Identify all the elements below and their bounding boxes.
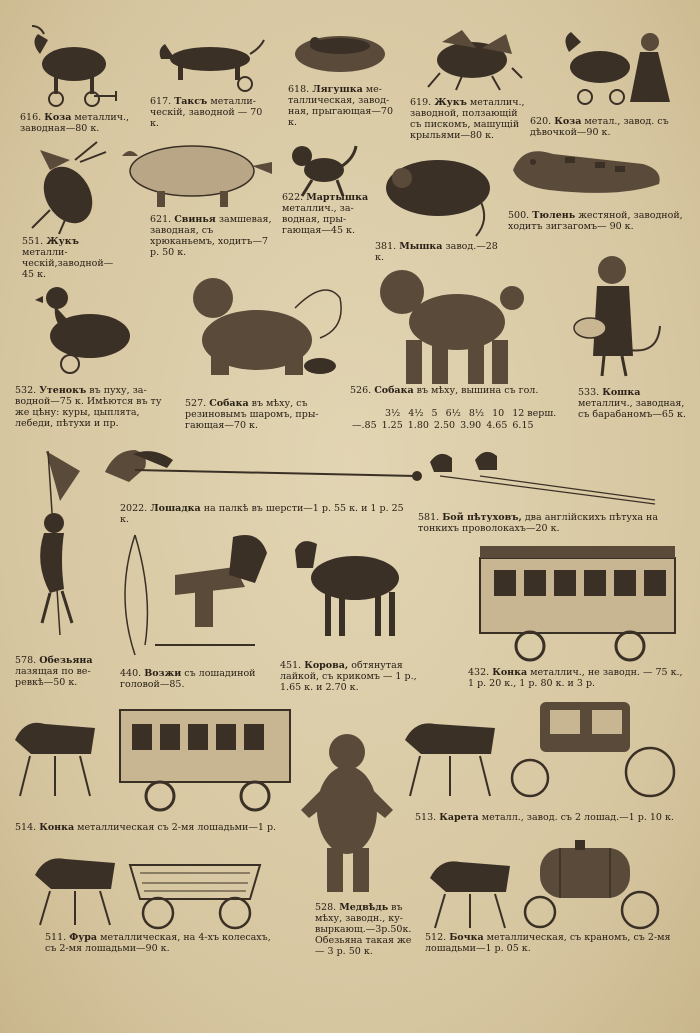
caption-528 [315, 902, 415, 957]
caption-513 [415, 812, 690, 823]
caption-622 [282, 192, 372, 236]
item-name: Мышка [399, 241, 443, 252]
item-name: Возжи [144, 668, 182, 679]
item-description: металлич., не заводн. — 75 к., 1 р. 20 к., 1 р. 80 к. и 3 р. [468, 667, 683, 689]
price-value: 6.15 [512, 420, 534, 431]
item-name: Свинья [174, 214, 216, 225]
hobby-horse-toy-picture [95, 442, 425, 502]
item-name: Конка [492, 667, 528, 678]
item-name: Собака [209, 398, 249, 409]
item-number: 578. [15, 655, 37, 666]
caption-620 [530, 116, 690, 138]
item-description: металлическая, на 4-хъ колесахъ, съ 2-мя лошадьми—90 к. [45, 932, 271, 954]
item-number: 528. [315, 902, 337, 913]
height-value: 5 [431, 408, 438, 419]
item-description: два англiйскихъ пѣтуха на тонкихъ проволокахъ—20 к. [418, 512, 659, 534]
barrel-wagon-toy-picture [425, 838, 675, 933]
goat-with-girl-toy-picture [555, 22, 690, 112]
price-value: 1.80 [407, 420, 429, 431]
item-description: металлическiй, заводной — 70 к. [150, 96, 263, 129]
caption-578 [15, 655, 110, 688]
caption-381 [375, 241, 505, 263]
item-description: обтянутая лайкой, съ крикомъ — 1 р., 1.65 к. и 2.70 к. [280, 660, 417, 693]
caption-581 [418, 512, 693, 534]
item-description: металлич., заводной, ползающiй съ пискомъ, машущiй крыльями—80 к. [410, 97, 525, 141]
item-name: Фура [69, 932, 98, 943]
caption-551 [22, 236, 122, 280]
item-description: металлическiй,заводной— 45 к. [22, 247, 114, 280]
item-name: Бочка [449, 932, 484, 943]
item-name: Мартышка [306, 192, 369, 203]
item-number: 551. [22, 236, 44, 247]
caption-617 [150, 96, 268, 129]
height-value: 10 [492, 408, 505, 419]
dog-with-ball-toy-picture [185, 268, 345, 393]
caption-451 [280, 660, 430, 693]
item-number: 526. [350, 385, 372, 396]
caption-619 [410, 97, 528, 141]
cock-fight-toy-picture [420, 442, 660, 507]
item-description: лазящая по веревкѣ—50 к. [15, 666, 91, 688]
item-name: Собака [374, 385, 414, 396]
reins-with-horse-head-picture [115, 525, 275, 665]
item-number: 532. [15, 385, 37, 396]
item-number: 620. [530, 116, 552, 127]
carriage-toy-picture [400, 700, 690, 810]
caption-511 [45, 932, 285, 954]
item-number: 619. [410, 97, 432, 108]
item-name: Тюлень [532, 210, 576, 221]
item-number: 527. [185, 398, 207, 409]
cat-with-drum-toy-picture [572, 250, 682, 385]
item-number: 513. [415, 812, 437, 823]
item-name: Конка [39, 822, 75, 833]
item-name: Коза [554, 116, 582, 127]
price-value: 1.25 [381, 420, 403, 431]
item-number: 533. [578, 387, 600, 398]
price-value: 3.90 [460, 420, 482, 431]
seal-toy-picture [505, 142, 665, 202]
item-description: съ лошадиной головой—85. [120, 668, 256, 690]
caption-2022 [120, 503, 410, 525]
item-number: 381. [375, 241, 397, 252]
height-value: 6½ [445, 408, 461, 419]
item-description: на палкѣ въ шерсти—1 р. 55 к. и 1 р. 25 к. [120, 503, 404, 525]
horse-tram-toy-picture [470, 538, 685, 663]
height-value: 4½ [408, 408, 424, 419]
item-name: Медвѣдь [339, 902, 389, 913]
item-description: металлическая, съ краномъ, съ 2-мя лошадьми—1 р. 05 к. [425, 932, 671, 954]
item-name: Лошадка [150, 503, 201, 514]
item-number: 581. [418, 512, 440, 523]
height-value: 12 верш. [512, 408, 557, 419]
dog-heights-row [385, 408, 556, 419]
height-value: 8½ [468, 408, 485, 419]
caption-532 [15, 385, 175, 429]
goat-toy-picture [14, 24, 129, 109]
wagon-toy-picture [30, 835, 270, 935]
price-value: 4.65 [486, 420, 508, 431]
caption-526 [350, 385, 595, 396]
item-name: Кошка [602, 387, 641, 398]
caption-621 [150, 214, 275, 258]
caption-432 [468, 667, 688, 689]
item-name: Бой пѣтуховъ, [442, 512, 522, 523]
beetle-toy-picture [412, 28, 527, 93]
caption-500 [508, 210, 688, 232]
item-number: 617. [150, 96, 172, 107]
item-description: въ мѣху, съ резиновымъ шаромъ, прыгающая—70 к. [185, 398, 319, 431]
caption-440 [120, 668, 260, 690]
climbing-monkey-toy-picture [20, 445, 90, 645]
item-description: замшевая, заводная, съ хрюканьемъ, ходитъ—7 р. 50 к. [150, 214, 272, 258]
item-name: Карета [439, 812, 479, 823]
item-description: метал., завод. съ дѣвочкой—90 к. [530, 116, 669, 138]
mouse-toy-picture [380, 150, 505, 240]
item-name: Обезьяна [39, 655, 93, 666]
cow-toy-picture [285, 530, 415, 645]
item-number: 440. [120, 668, 142, 679]
poodle-toy-picture [372, 262, 532, 392]
item-description: металл., завод. съ 2 лошад.—1 р. 10 к. [481, 812, 674, 823]
item-description: металлическая съ 2-мя лошадьми—1 р. [77, 822, 277, 833]
item-number: 2022. [120, 503, 148, 514]
item-description: въ мѣху, заводн., кувыркающ.—3р.50к. Обезьяна такая же— 3 р. 50 к. [315, 902, 412, 957]
item-name: Жукъ [434, 97, 467, 108]
caption-616 [20, 112, 150, 134]
duckling-toy-picture [35, 276, 135, 376]
bear-toy-picture [295, 730, 405, 900]
height-value: 3½ [385, 408, 401, 419]
caption-527 [185, 398, 335, 431]
item-number: 451. [280, 660, 302, 671]
monkey-toy-picture [282, 140, 362, 200]
item-description: металлич., заводная, съ барабаномъ—65 к. [578, 398, 686, 420]
item-number: 622. [282, 192, 304, 203]
caption-618 [288, 84, 398, 128]
dog-prices-row [352, 420, 534, 431]
item-name: Таксъ [174, 96, 208, 107]
item-description: завод.—28 к. [375, 241, 498, 263]
wasp-beetle-toy-picture [20, 140, 110, 235]
item-name: Корова, [304, 660, 349, 671]
item-description: металлич., заводная, прыгающая—45 к. [282, 203, 355, 236]
item-number: 514. [15, 822, 37, 833]
item-description: въ мѣху, вышина съ гол. [416, 385, 539, 396]
item-number: 616. [20, 112, 42, 123]
item-number: 621. [150, 214, 172, 225]
item-number: 511. [45, 932, 67, 943]
dachshund-toy-picture [150, 24, 270, 94]
item-description: въ пуху, заводной—75 к. Имѣются въ ту же цѣну: куры, цыплята, лебеди, пѣтухи и пр. [15, 385, 162, 429]
item-name: Жукъ [46, 236, 79, 247]
item-number: 500. [508, 210, 530, 221]
frog-toy-picture [285, 26, 395, 81]
item-name: Лягушка [312, 84, 363, 95]
caption-512 [425, 932, 690, 954]
pig-toy-picture [112, 136, 277, 211]
price-value: 2.50 [433, 420, 456, 431]
caption-514 [15, 822, 295, 833]
price-value: —.85 [352, 420, 377, 431]
item-number: 512. [425, 932, 447, 943]
item-name: Коза [44, 112, 72, 123]
item-number: 618. [288, 84, 310, 95]
item-description: жестяной, заводной, ходитъ зигзагомъ— 90 к. [508, 210, 683, 232]
item-description: металлич., заводная—80 к. [20, 112, 130, 134]
item-number: 432. [468, 667, 490, 678]
item-description: металлическая, заводная, прыгающая—70 к. [288, 84, 393, 128]
item-name: Утенокъ [39, 385, 87, 396]
horse-tram-with-two-horses-picture [10, 700, 295, 820]
caption-533 [578, 387, 690, 420]
